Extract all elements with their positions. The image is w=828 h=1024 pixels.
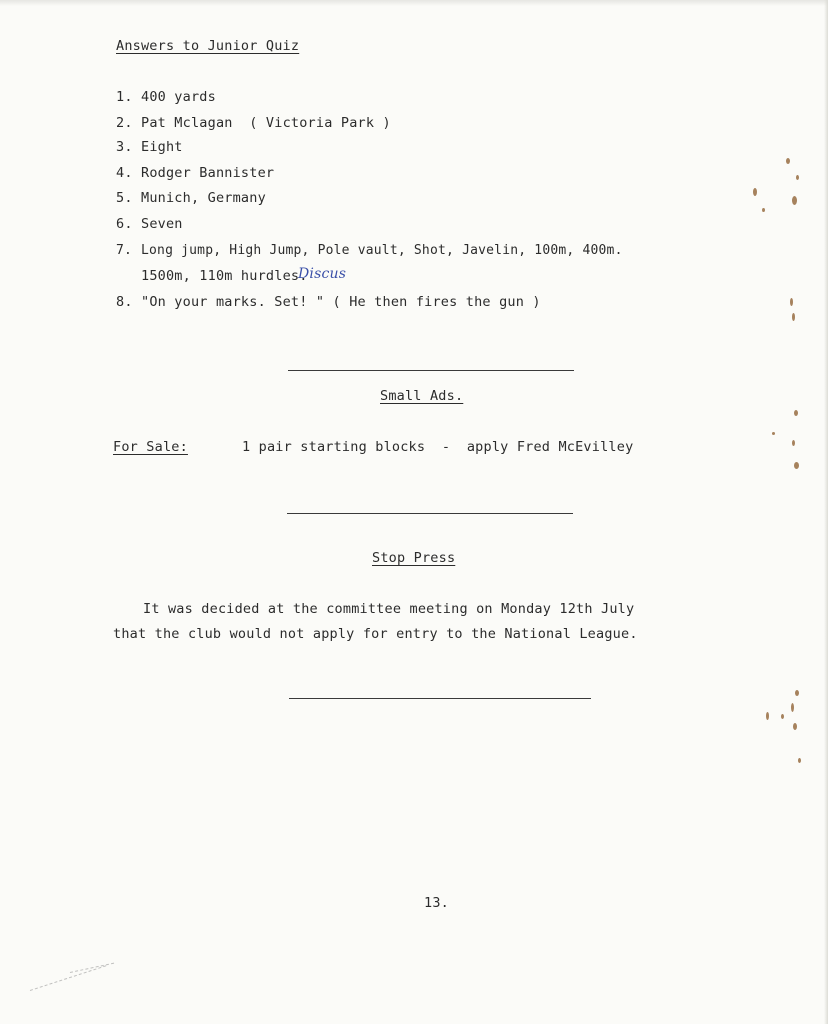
- rust-stain: [794, 410, 798, 416]
- divider-rule: [289, 698, 591, 699]
- rust-stain: [762, 208, 765, 212]
- divider-rule: [287, 513, 573, 514]
- stop-press-line: that the club would not apply for entry to the National League.: [113, 626, 638, 642]
- for-sale-label: For Sale:: [113, 439, 188, 455]
- answer-text: 400 yards: [141, 89, 216, 105]
- for-sale-text: 1 pair starting blocks - apply Fred McEvilley: [242, 439, 634, 455]
- rust-stain: [792, 440, 795, 446]
- handwritten-discus: Discus: [298, 266, 347, 282]
- answer-text: Rodger Bannister: [141, 165, 275, 181]
- rust-stain: [794, 462, 799, 469]
- answer-text: Pat Mclagan ( Victoria Park ): [141, 115, 391, 131]
- rust-stain: [791, 703, 794, 712]
- stop-press-line: It was decided at the committee meeting on Monday 12th July: [143, 601, 635, 617]
- rust-stain: [753, 188, 757, 196]
- stop-press-heading: Stop Press: [372, 550, 456, 566]
- answer-number: 3.: [116, 139, 133, 155]
- rust-stain: [796, 175, 799, 180]
- answer-number: 5.: [116, 190, 133, 206]
- answer-number: 6.: [116, 216, 133, 232]
- answer-number: 8.: [116, 294, 133, 310]
- pencil-mark: [30, 965, 106, 991]
- answer-text: Long jump, High Jump, Pole vault, Shot, Javelin, 100m, 400m.: [141, 243, 623, 258]
- divider-rule: [288, 370, 574, 371]
- answer-number: 7.: [116, 243, 133, 258]
- quiz-heading: Answers to Junior Quiz: [116, 38, 300, 54]
- rust-stain: [786, 158, 790, 164]
- rust-stain: [790, 298, 793, 306]
- answer-number: 2.: [116, 115, 133, 131]
- rust-stain: [772, 432, 775, 435]
- answer-text: Seven: [141, 216, 183, 232]
- rust-stain: [793, 723, 797, 730]
- small-ads-heading: Small Ads.: [380, 388, 464, 404]
- answer-number: 4.: [116, 165, 133, 181]
- rust-stain: [766, 712, 769, 720]
- answer-text: Eight: [141, 139, 183, 155]
- paper-edge-right: [824, 0, 828, 1024]
- answer-number: 1.: [116, 89, 133, 105]
- rust-stain: [792, 196, 797, 205]
- answer-continuation: 1500m, 110m hurdles.: [141, 268, 308, 284]
- answer-text: Munich, Germany: [141, 190, 266, 206]
- answer-text: "On your marks. Set! " ( He then fires the gun ): [141, 294, 541, 310]
- rust-stain: [798, 758, 801, 763]
- rust-stain: [792, 313, 795, 321]
- page-number: 13.: [424, 895, 449, 911]
- pencil-mark: [70, 963, 114, 973]
- rust-stain: [781, 714, 784, 719]
- paper-edge-top: [0, 0, 828, 6]
- rust-stain: [795, 690, 799, 696]
